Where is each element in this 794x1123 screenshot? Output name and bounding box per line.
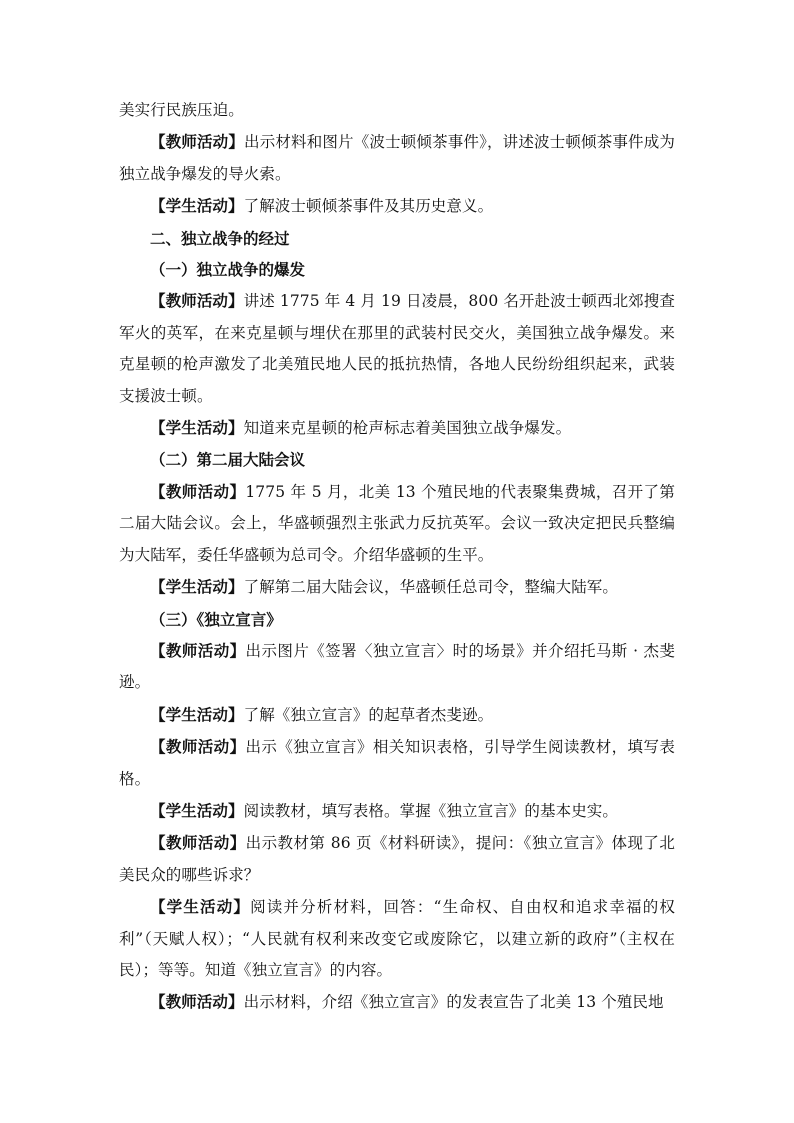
paragraph <box>119 126 675 190</box>
paragraph <box>119 412 675 444</box>
section-heading: （二）第二届大陆会议 <box>150 450 306 470</box>
activity-tag: 【学生活动】 <box>150 418 244 438</box>
activity-tag: 【学生活动】 <box>150 577 244 597</box>
activity-tag: 【教师活动】 <box>150 833 246 853</box>
document-body <box>119 95 675 1019</box>
paragraph-text: 了解第二届大陆会议，华盛顿任总司令，整编大陆军。 <box>243 578 619 597</box>
activity-tag: 【教师活动】 <box>150 992 244 1012</box>
paragraph-text: 出示材料和图片《波士顿倾茶事件》，讲述波士顿倾茶事件成为独立战争爆发的导火索。 <box>119 133 675 183</box>
paragraph <box>119 731 675 795</box>
paragraph <box>119 190 675 222</box>
paragraph-text: 出示《独立宣言》相关知识表格，引导学生阅读教材，填写表格。 <box>119 738 675 788</box>
paragraph-text: 知道来克星顿的枪声标志着美国独立战争爆发。 <box>243 419 572 438</box>
paragraph <box>119 699 675 731</box>
paragraph-text: 美实行民族压迫。 <box>119 101 244 119</box>
activity-tag: 【教师活动】 <box>150 481 246 501</box>
paragraph <box>119 635 675 699</box>
activity-tag: 【教师活动】 <box>150 640 246 660</box>
paragraph-text: 出示材料，介绍《独立宣言》的发表宣告了北美 13 个殖民地 <box>243 993 664 1012</box>
activity-tag: 【教师活动】 <box>150 737 246 757</box>
activity-tag: 【学生活动】 <box>150 704 244 724</box>
paragraph <box>119 285 675 412</box>
paragraph-text: 了解《独立宣言》的起草者杰斐逊。 <box>243 705 494 724</box>
paragraph-text: 阅读并分析材料，回答：“生命权、自由权和追求幸福的权利”（天赋人权）；“人民就有权利来改变它或废除它，以建立新的政府”（主权在民）；等等。知道《独立宣言》的内容。 <box>119 898 675 979</box>
paragraph-text: 出示图片《签署〈独立宣言〉时的场景》并介绍托马斯 · 杰斐逊。 <box>119 641 675 692</box>
activity-tag: 【教师活动】 <box>150 291 244 311</box>
activity-tag: 【学生活动】 <box>150 196 244 216</box>
paragraph-text: 1775 年 5 月，北美 13 个殖民地的代表聚集费城，召开了第二届大陆会议。会上，华盛顿强烈主张武力反抗英军。会议一致决定把民兵整编为大陆军，委任华盛顿为总司令。介绍华盛顿的生平。 <box>119 482 675 564</box>
paragraph <box>119 795 675 827</box>
activity-tag: 【教师活动】 <box>150 132 245 152</box>
paragraph <box>119 571 675 603</box>
paragraph <box>119 827 675 891</box>
section-heading: 二、独立战争的经过 <box>150 228 290 248</box>
paragraph <box>119 891 675 986</box>
activity-tag: 【学生活动】 <box>150 897 251 917</box>
paragraph-text: 阅读教材，填写表格。掌握《独立宣言》的基本史实。 <box>243 801 619 820</box>
paragraph <box>119 95 675 126</box>
section-heading: （一）独立战争的爆发 <box>150 260 306 280</box>
paragraph-text: 出示教材第 86 页《材料研读》，提问：《独立宣言》体现了北美民众的哪些诉求？ <box>119 834 675 884</box>
paragraph <box>119 476 675 571</box>
section-heading: （三）《独立宣言》 <box>150 609 282 629</box>
paragraph <box>119 986 675 1018</box>
activity-tag: 【学生活动】 <box>150 800 244 820</box>
paragraph-text: 讲述 1775 年 4 月 19 日凌晨，800 名开赴波士顿西北郊搜查军火的英军，在来克星顿与埋伏在那里的武装村民交火，美国独立战争爆发。来克星顿的枪声激发了北美殖民地人民的抵抗热情，各地人民纷纷组织起来，武装支援波士顿。 <box>119 292 675 405</box>
paragraph-text: 了解波士顿倾茶事件及其历史意义。 <box>243 197 494 216</box>
